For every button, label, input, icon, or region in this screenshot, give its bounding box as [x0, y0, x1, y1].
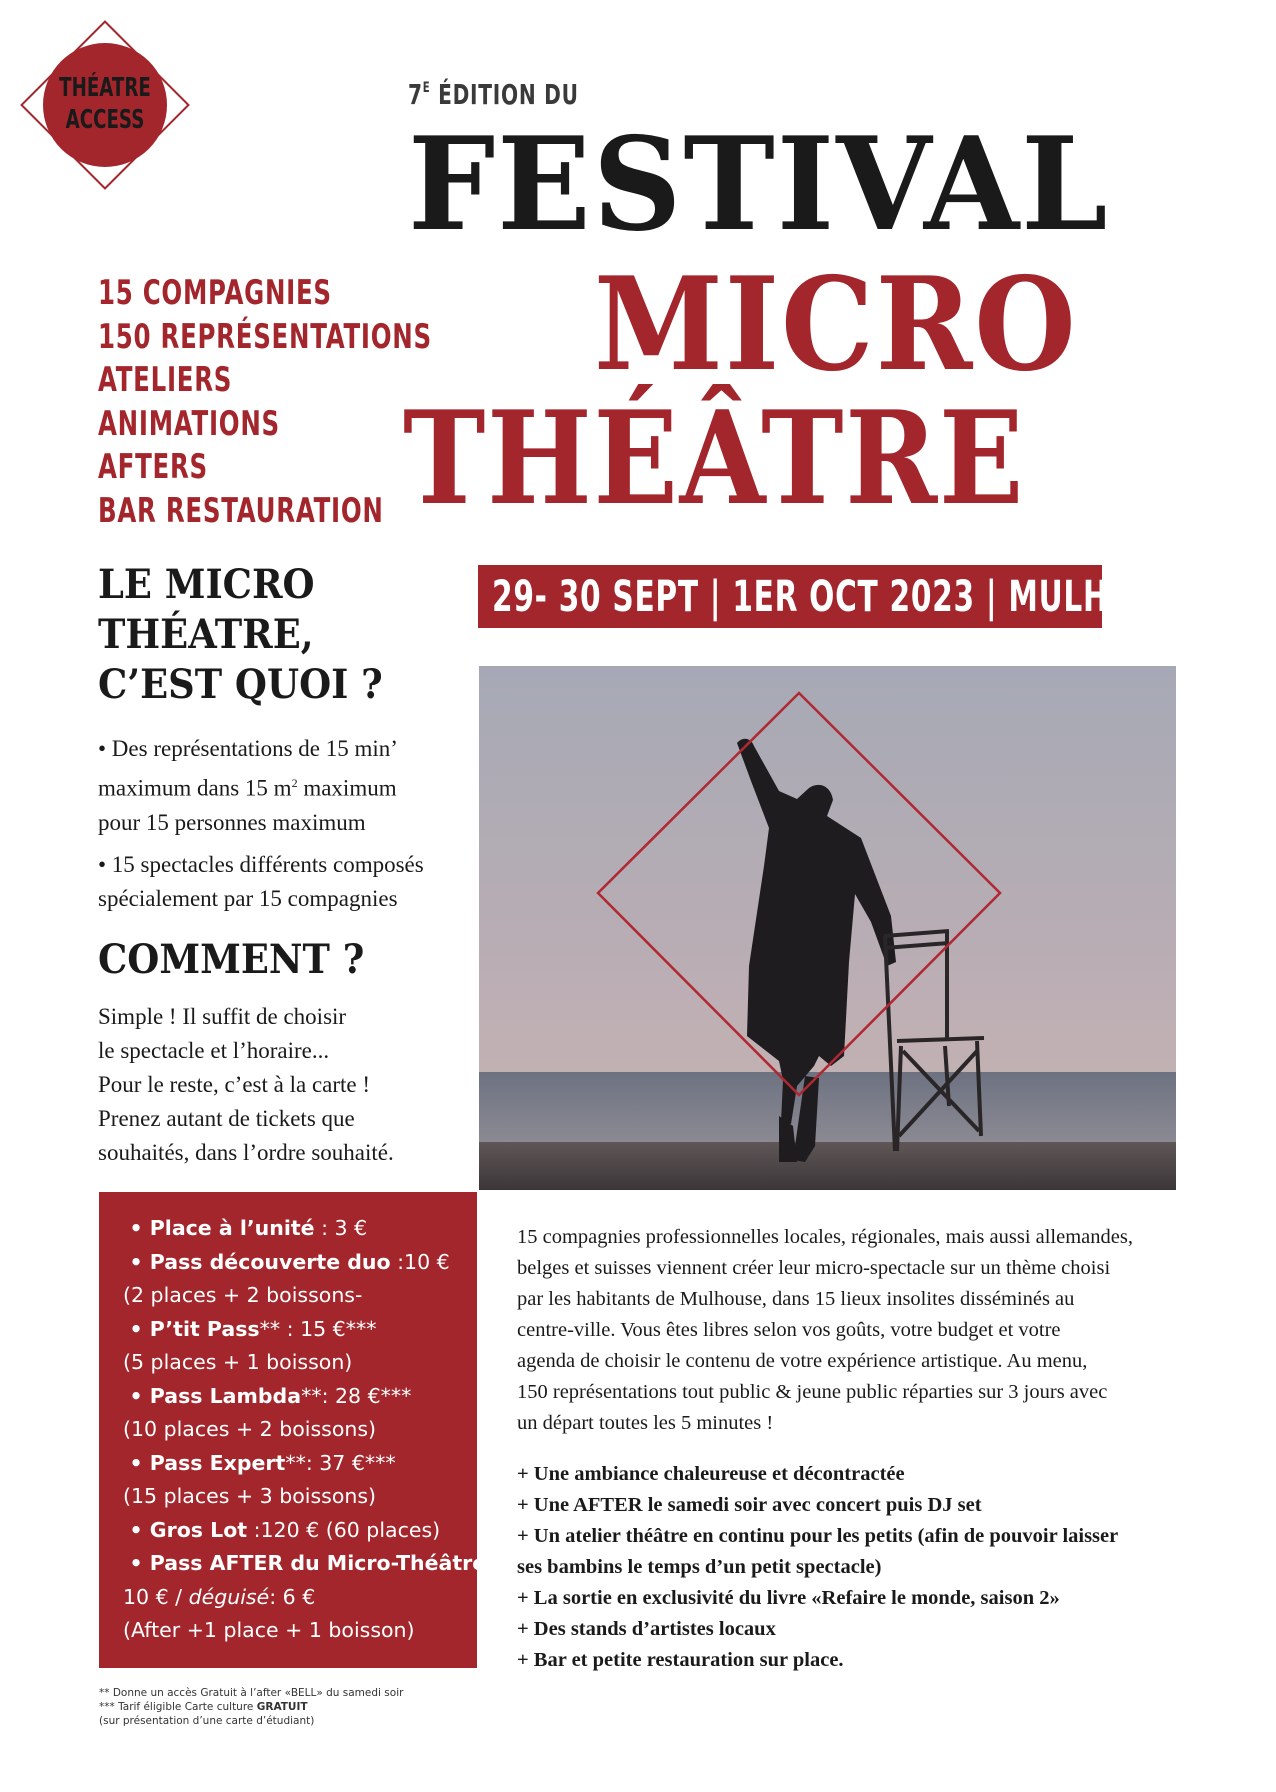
photo-illustration	[479, 666, 1176, 1190]
dancer-by-sea-photo	[479, 666, 1176, 1190]
edition-label	[408, 78, 579, 111]
price-box	[99, 1192, 500, 1668]
what-list	[98, 732, 458, 924]
description-line: 15 compagnies professionnelles locales, régionales, mais aussi allemandes,	[517, 1226, 1133, 1248]
dates-text: 29- 30 SEPT | 1ER OCT 2023 | MULHOUSE	[492, 572, 1203, 622]
theatre-access-logo	[20, 20, 190, 190]
what-bullet-1-line-3: pour 15 personnes maximum	[98, 809, 366, 835]
how-line: Simple ! Il suffit de choisir	[98, 1004, 347, 1029]
title-theatre: THÉÂTRE	[403, 384, 1026, 534]
what-bullet-2-line-2: spécialement par 15 compagnies	[98, 885, 398, 911]
price-list	[123, 1212, 500, 1648]
square-sup: 2	[291, 776, 298, 790]
price-label: • Gros Lot	[129, 1517, 248, 1542]
highlight-item: + Des stands d’artistes locaux	[517, 1618, 776, 1640]
logo-line-2: ACCESS	[65, 105, 145, 135]
dates-banner	[478, 565, 1203, 628]
highlights	[517, 1459, 1177, 1676]
footnote-1: ** Donne un accès Gratuit à l’after «BELL» du samedi soir	[99, 1687, 404, 1699]
title-micro: MICRO	[594, 250, 1078, 400]
price-row	[123, 1212, 473, 1246]
edition-sup: E	[422, 80, 431, 96]
price-row	[123, 1246, 473, 1280]
feature-item: ATELIERS	[98, 360, 233, 400]
price-row	[123, 1581, 473, 1615]
what-bullet-1-line-2: maximum dans 15 m	[98, 775, 292, 801]
price-row	[123, 1313, 473, 1347]
price-value: 10 € /	[123, 1584, 189, 1609]
costume-label: déguisé	[188, 1584, 270, 1609]
price-value: **: 37 €***	[285, 1450, 396, 1475]
feature-item: 150 REPRÉSENTATIONS	[98, 316, 432, 357]
price-value: :10 €	[390, 1249, 450, 1274]
how-title: COMMENT ?	[98, 936, 365, 983]
price-value: :	[486, 1551, 500, 1575]
how-line: souhaités, dans l’ordre souhaité.	[98, 1140, 394, 1165]
what-title-line-2: THÉATRE,	[98, 611, 314, 658]
description-line: par les habitants de Mulhouse, dans 15 lieux insolites disséminés au	[517, 1288, 1075, 1310]
price-row	[123, 1380, 473, 1414]
highlight-item: + La sortie en exclusivité du livre «Refaire le monde, saison 2»	[517, 1587, 1060, 1609]
what-bullet-2-line-1: • 15 spectacles différents composés	[98, 851, 424, 877]
price-detail: (5 places + 1 boisson)	[123, 1350, 353, 1374]
price-value: ** : 15 €***	[259, 1316, 377, 1341]
what-bullet-1	[98, 732, 458, 840]
price-label: • Pass découverte duo	[129, 1249, 391, 1274]
description-line: un départ toutes les 5 minutes !	[517, 1412, 774, 1434]
how-text	[98, 1000, 438, 1170]
price-row	[123, 1447, 473, 1481]
footnotes	[99, 1686, 403, 1728]
logo-line-1: THÉATRE	[59, 73, 151, 103]
what-bullet-1-line-2b: maximum	[297, 775, 397, 801]
feature-item: 15 COMPAGNIES	[98, 273, 332, 313]
what-bullet-2	[98, 848, 458, 916]
price-label: • P’tit Pass	[129, 1316, 260, 1341]
logo-text	[46, 72, 165, 136]
price-value: : 6 €	[269, 1584, 316, 1609]
price-detail: (After +1 place + 1 boisson)	[123, 1618, 415, 1642]
what-bullet-1-line-1: • Des représentations de 15 min’	[98, 736, 398, 761]
price-label: • Place à l’unité	[129, 1216, 315, 1240]
footnote-3: (sur présentation d’une carte d’étudiant)	[99, 1715, 315, 1727]
price-detail: (2 places + 2 boissons-	[123, 1283, 363, 1307]
price-value: **: 28 €***	[301, 1383, 412, 1408]
description-line: belges et suisses viennent créer leur micro-spectacle sur un thème choisi	[517, 1257, 1111, 1279]
price-label: • Pass Expert	[129, 1450, 286, 1475]
price-value: : 3 €	[314, 1216, 368, 1240]
highlight-item: + Une AFTER le samedi soir avec concert puis DJ set	[517, 1494, 982, 1516]
how-line: Prenez autant de tickets que	[98, 1106, 355, 1131]
price-detail: (15 places + 3 boissons)	[123, 1484, 377, 1508]
description-line: centre-ville. Vous êtes libres selon vos goûts, votre budget et votre	[517, 1319, 1061, 1341]
feature-item: BAR RESTAURATION	[98, 490, 384, 531]
footnote-2-bold: GRATUIT	[256, 1701, 308, 1713]
price-detail: (10 places + 2 boissons)	[123, 1417, 377, 1441]
how-line: le spectacle et l’horaire...	[98, 1038, 330, 1063]
price-row	[123, 1547, 500, 1581]
title-festival: FESTIVAL	[408, 110, 1110, 260]
what-title	[98, 560, 383, 710]
highlight-item: ses bambins le temps d’un petit spectacle)	[517, 1556, 882, 1578]
footnote-2-text: *** Tarif éligible Carte culture	[99, 1701, 257, 1713]
highlight-item: + Une ambiance chaleureuse et décontractée	[517, 1463, 905, 1485]
price-label: • Pass AFTER du Micro-Théâtre	[129, 1551, 487, 1575]
description-line: 150 représentations tout public & jeune public réparties sur 3 jours avec	[517, 1381, 1108, 1403]
footnote-2	[99, 1700, 403, 1714]
what-title-line-3: C’EST QUOI ?	[98, 661, 383, 708]
highlight-item: + Un atelier théâtre en continu pour les petits (afin de pouvoir laisser	[517, 1525, 1119, 1547]
price-label: • Pass Lambda	[129, 1383, 302, 1408]
what-title-line-1: LE MICRO	[98, 561, 315, 608]
feature-item: ANIMATIONS	[98, 403, 280, 444]
feature-list	[98, 272, 562, 533]
feature-item: AFTERS	[98, 447, 208, 487]
description	[517, 1222, 1177, 1439]
how-line: Pour le reste, c’est à la carte !	[98, 1072, 371, 1097]
edition-rest: ÉDITION DU	[430, 78, 579, 111]
description-line: agenda de choisir le contenu de votre expérience artistique. Au menu,	[517, 1350, 1088, 1372]
edition-number: 7	[408, 78, 423, 111]
price-row	[123, 1514, 473, 1548]
highlight-item: + Bar et petite restauration sur place.	[517, 1649, 844, 1671]
price-value: :120 € (60 places)	[247, 1517, 441, 1542]
